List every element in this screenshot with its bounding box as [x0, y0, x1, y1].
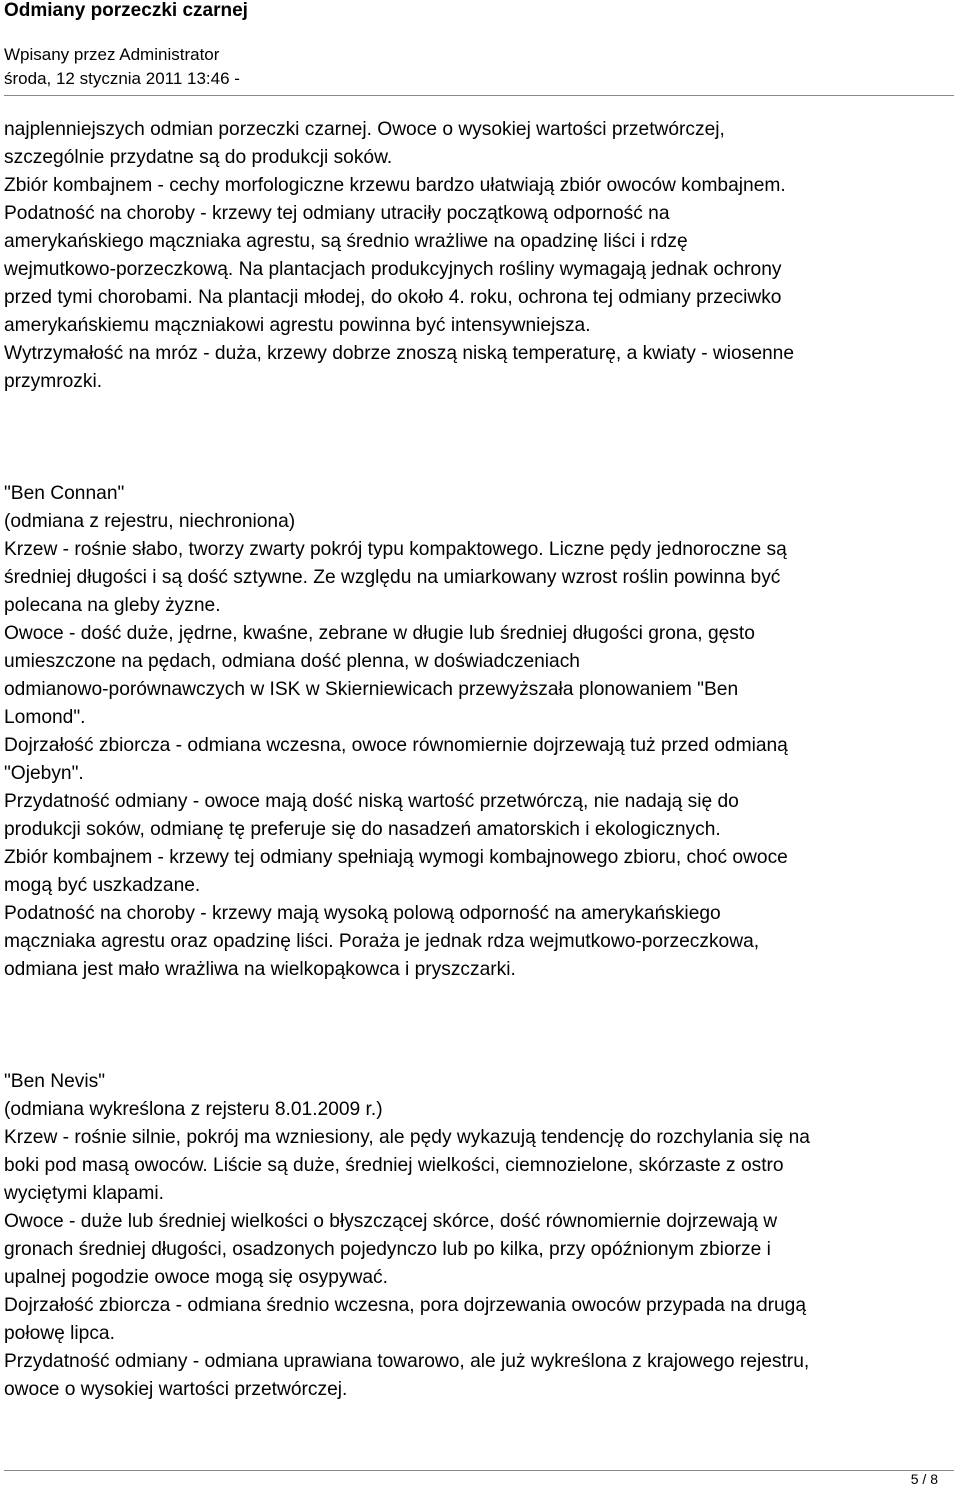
section-ben-connan: [4, 480, 956, 984]
text-line: boki pod masą owoców. Liście są duże, średniej wielkości, ciemnozielone, skórzaste z ostro: [4, 1155, 784, 1176]
footer-divider: [4, 1470, 954, 1471]
section-intro: [4, 116, 956, 396]
article-date: środa, 12 stycznia 2011 13:46 -: [4, 69, 240, 88]
text-line: polecana na gleby żyzne.: [4, 595, 221, 616]
text-line: Zbiór kombajnem - krzewy tej odmiany spełniają wymogi kombajnowego zbioru, choć owoce: [4, 847, 788, 868]
section-spacer: [4, 984, 956, 1068]
text-line: "Ojebyn".: [4, 763, 84, 784]
text-line: Podatność na choroby - krzewy tej odmiany utraciły początkową odporność na: [4, 203, 670, 224]
text-line: wejmutkowo-porzeczkową. Na plantacjach produkcyjnych rośliny wymagają jednak ochrony: [4, 259, 782, 280]
text-line: gronach średniej długości, osadzonych pojedynczo lub po kilka, przy opóźnionym zbiorze i: [4, 1239, 771, 1260]
text-line: odmiana jest mało wrażliwa na wielkopąkowca i pryszczarki.: [4, 959, 516, 980]
text-line: owoce o wysokiej wartości przetwórczej.: [4, 1379, 348, 1400]
page-header: [4, 0, 954, 91]
text-line: amerykańskiego mączniaka agrestu, są średnio wrażliwe na opadzinę liści i rdzę: [4, 231, 688, 252]
variety-heading: "Ben Connan": [4, 483, 125, 504]
text-line: Owoce - dość duże, jędrne, kwaśne, zebrane w długie lub średniej długości grona, gęsto: [4, 623, 755, 644]
text-line: Lomond".: [4, 707, 86, 728]
text-line: amerykańskiemu mączniakowi agrestu powinna być intensywniejsza.: [4, 315, 591, 336]
text-line: Przydatność odmiany - odmiana uprawiana towarowo, ale już wykreślona z krajowego rejestru,: [4, 1351, 810, 1372]
text-line: mączniaka agrestu oraz opadzinę liści. Poraża je jednak rdza wejmutkowo-porzeczkowa,: [4, 931, 760, 952]
text-line: Krzew - rośnie słabo, tworzy zwarty pokrój typu kompaktowego. Liczne pędy jednoroczne są: [4, 539, 787, 560]
text-line: produkcji soków, odmianę tę preferuje się do nasadzeń amatorskich i ekologicznych.: [4, 819, 721, 840]
text-line: upalnej pogodzie owoce mogą się osypywać.: [4, 1267, 388, 1288]
text-line: Dojrzałość zbiorcza - odmiana średnio wczesna, pora dojrzewania owoców przypada na drugą: [4, 1295, 807, 1316]
text-line: średniej długości i są dość sztywne. Ze względu na umiarkowany wzrost roślin powinna być: [4, 567, 781, 588]
article-title: Odmiany porzeczki czarnej: [4, 0, 248, 21]
text-line: Owoce - duże lub średniej wielkości o błyszczącej skórce, dość równomiernie dojrzewają w: [4, 1211, 778, 1232]
text-line: umieszczone na pędach, odmiana dość plenna, w doświadczeniach: [4, 651, 580, 672]
text-line: Przydatność odmiany - owoce mają dość niską wartość przetwórczą, nie nadają się do: [4, 791, 739, 812]
section-spacer: [4, 396, 956, 480]
variety-heading: "Ben Nevis": [4, 1071, 106, 1092]
text-line: Podatność na choroby - krzewy mają wysoką polową odporność na amerykańskiego: [4, 903, 721, 924]
text-line: (odmiana wykreślona z rejsteru 8.01.2009 r.): [4, 1099, 383, 1120]
section-ben-nevis: [4, 1068, 956, 1404]
text-line: Dojrzałość zbiorcza - odmiana wczesna, owoce równomiernie dojrzewają tuż przed odmianą: [4, 735, 788, 756]
text-line: szczególnie przydatne są do produkcji soków.: [4, 147, 393, 168]
text-line: połowę lipca.: [4, 1323, 115, 1344]
text-line: najplenniejszych odmian porzeczki czarnej. Owoce o wysokiej wartości przetwórczej,: [4, 119, 725, 140]
article-author: Wpisany przez Administrator: [4, 45, 220, 64]
text-line: Krzew - rośnie silnie, pokrój ma wzniesiony, ale pędy wykazują tendencję do rozchylania się na: [4, 1127, 810, 1148]
text-line: odmianowo-porównawczych w ISK w Skierniewicach przewyższała plonowaniem "Ben: [4, 679, 739, 700]
text-line: wyciętymi klapami.: [4, 1183, 164, 1204]
article-body: [4, 116, 956, 1404]
text-line: mogą być uszkadzane.: [4, 875, 201, 896]
text-line: Zbiór kombajnem - cechy morfologiczne krzewu bardzo ułatwiają zbiór owoców kombajnem.: [4, 175, 786, 196]
text-line: Wytrzymałość na mróz - duża, krzewy dobrze znoszą niską temperaturę, a kwiaty - wiosenne: [4, 343, 795, 364]
text-line: (odmiana z rejestru, niechroniona): [4, 511, 296, 532]
header-divider: [4, 95, 954, 96]
page-number: 5 / 8: [910, 1471, 938, 1487]
text-line: przed tymi chorobami. Na plantacji młodej, do około 4. roku, ochrona tej odmiany przeciwko: [4, 287, 782, 308]
text-line: przymrozki.: [4, 371, 103, 392]
